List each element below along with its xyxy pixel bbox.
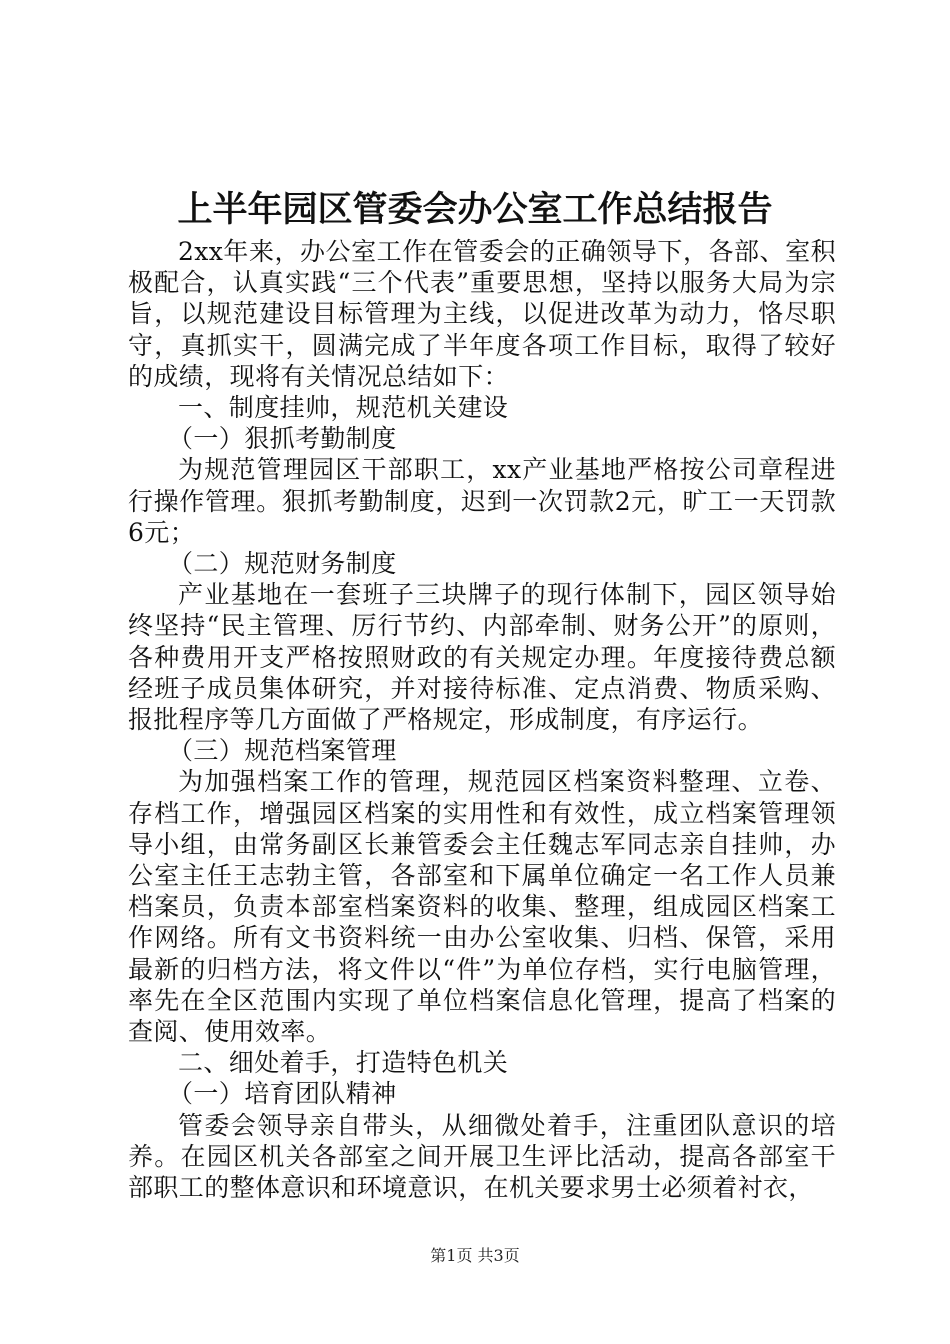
paragraph-attendance: 为规范管理园区干部职工，xx产业基地严格按公司章程进行操作管理。狠抓考勤制度，迟到一次罚款2元，旷工一天罚款6元； — [128, 455, 836, 547]
subsection-heading-1-2: （二）规范财务制度 — [168, 549, 397, 579]
subsection-heading-2-1: （一）培育团队精神 — [168, 1079, 397, 1109]
subsection-heading-1-3: （三）规范档案管理 — [168, 736, 397, 766]
page-number-footer: 第1页 共3页 — [430, 1246, 520, 1265]
paragraph-intro: 2xx年来，办公室工作在管委会的正确领导下，各部、室积极配合，认真实践“三个代表”重要思想，坚持以服务大局为宗旨，以规范建设目标管理为主线，以促进改革为动力，恪尽职守，真抓实干，圆满完成了半年度各项工作目标，取得了较好的成绩，现将有关情况总结如下： — [128, 237, 836, 391]
section-heading-1: 一、制度挂帅，规范机关建设 — [178, 393, 509, 423]
paragraph-archives: 为加强档案工作的管理，规范园区档案资料整理、立卷、存档工作，增强园区档案的实用性和有效性，成立档案管理领导小组，由常务副区长兼管委会主任魏志军同志亲自挂帅，办公室主任王志勃主管，各部室和下属单位确定一名工作人员兼档案员，负责本部室档案资料的收集、整理，组成园区档案工作网络。所有文书资料统一由办公室收集、归档、保管，采用最新的归档方法，将文件以“件”为单位存档，实行电脑管理，率先在全区范围内实现了单位档案信息化管理，提高了档案的查阅、使用效率。 — [128, 767, 836, 1047]
document-body — [128, 236, 836, 1203]
section-heading-2: 二、细处着手，打造特色机关 — [178, 1048, 509, 1078]
paragraph-finance: 产业基地在一套班子三块牌子的现行体制下，园区领导始终坚持“民主管理、厉行节约、内部牵制、财务公开”的原则，各种费用开支严格按照财政的有关规定办理。年度接待费总额经班子成员集体研究，并对接待标准、定点消费、物质采购、报批程序等几方面做了严格规定，形成制度，有序运行。 — [128, 580, 836, 735]
subsection-heading-1-1: （一）狠抓考勤制度 — [168, 424, 397, 454]
paragraph-team-spirit: 管委会领导亲自带头，从细微处着手，注重团队意识的培养。在园区机关各部室之间开展卫生评比活动，提高各部室干部职工的整体意识和环境意识，在机关要求男士必须着衬衣， — [128, 1110, 836, 1203]
document-title: 上半年园区管委会办公室工作总结报告 — [177, 189, 773, 230]
